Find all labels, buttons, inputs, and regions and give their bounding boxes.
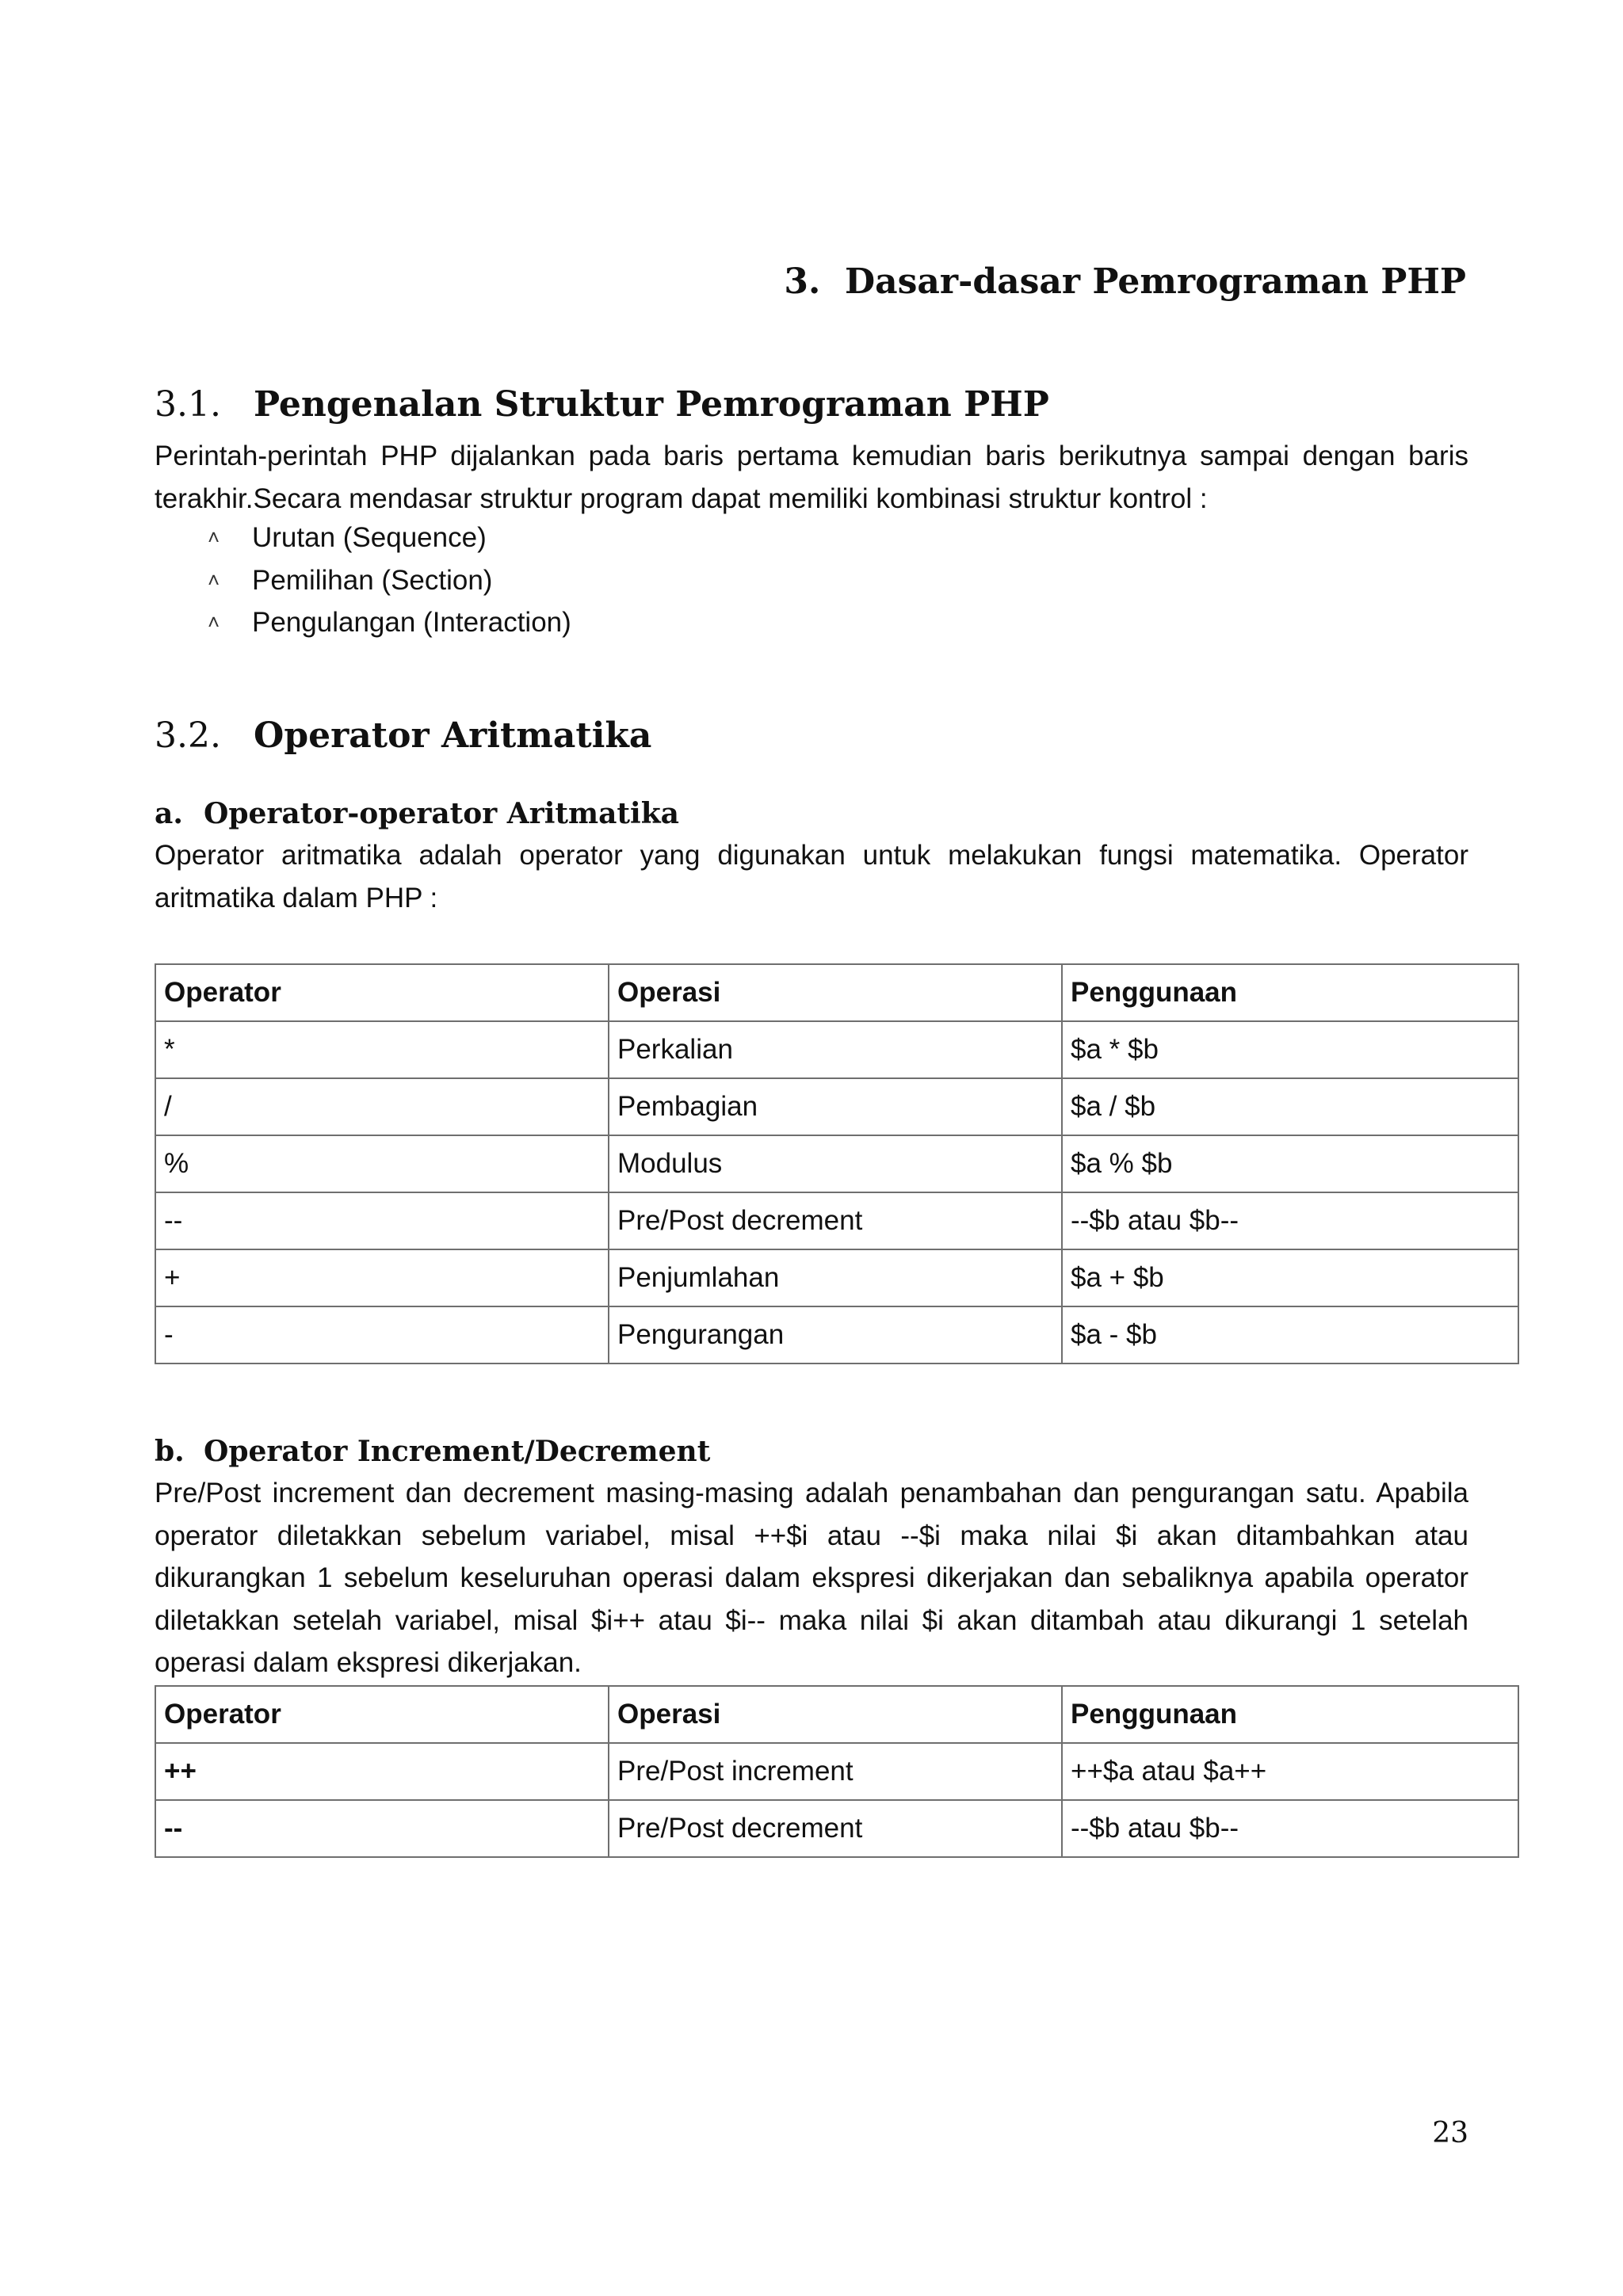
control-structure-list xyxy=(208,517,571,644)
table-row xyxy=(155,1249,1518,1306)
page-number: 23 xyxy=(1432,2117,1468,2149)
list-item xyxy=(208,601,571,644)
section-heading-3-1 xyxy=(155,384,1049,425)
arithmetic-paragraph: Operator aritmatika adalah operator yang digunakan untuk melakukan fungsi matematika. Operator aritmatika dalam PHP : xyxy=(155,840,1468,913)
operasi-cell: Perkalian xyxy=(609,1021,1062,1078)
chapter-title-text: Dasar-dasar Pemrograman PHP xyxy=(844,261,1466,302)
subsection-heading-b xyxy=(155,1435,710,1468)
increment-operator-table xyxy=(155,1685,1519,1858)
subsection-title: Operator Increment/Decrement xyxy=(204,1435,711,1468)
arrowhead-bullet-icon: ˄ xyxy=(208,525,220,549)
operator-cell: -- xyxy=(155,1192,609,1249)
operasi-cell: Pengurangan xyxy=(609,1306,1062,1363)
arrowhead-bullet-icon: ˄ xyxy=(208,610,220,634)
penggunaan-cell: --$b atau $b-- xyxy=(1062,1192,1518,1249)
table-row xyxy=(155,1306,1518,1363)
arithmetic-operator-table xyxy=(155,963,1519,1364)
header-operasi: Operasi xyxy=(609,1686,1062,1743)
subsection-label: b. xyxy=(155,1435,185,1468)
chapter-title xyxy=(784,261,1466,302)
table-header-row xyxy=(155,964,1518,1021)
header-operasi: Operasi xyxy=(609,964,1062,1021)
header-penggunaan: Penggunaan xyxy=(1062,964,1518,1021)
section-title: Pengenalan Struktur Pemrograman PHP xyxy=(254,384,1049,425)
section-title: Operator Aritmatika xyxy=(254,715,652,756)
list-item-label: Pengulangan (Interaction) xyxy=(252,607,571,638)
section-number: 3.1. xyxy=(155,384,221,425)
table-row xyxy=(155,1800,1518,1857)
operasi-cell: Penjumlahan xyxy=(609,1249,1062,1306)
table-row xyxy=(155,1743,1518,1800)
table-row xyxy=(155,1021,1518,1078)
operasi-cell: Pre/Post increment xyxy=(609,1743,1062,1800)
arrowhead-bullet-icon: ˄ xyxy=(208,567,220,592)
penggunaan-cell: ++$a atau $a++ xyxy=(1062,1743,1518,1800)
subsection-label: a. xyxy=(155,797,183,830)
list-item-label: Pemilihan (Section) xyxy=(252,564,493,596)
list-item-label: Urutan (Sequence) xyxy=(252,522,487,553)
operasi-cell: Pre/Post decrement xyxy=(609,1800,1062,1857)
subsection-heading-a xyxy=(155,797,679,830)
penggunaan-cell: --$b atau $b-- xyxy=(1062,1800,1518,1857)
chapter-number: 3. xyxy=(784,261,821,302)
penggunaan-cell: $a * $b xyxy=(1062,1021,1518,1078)
operator-cell: ++ xyxy=(155,1743,609,1800)
header-operator: Operator xyxy=(155,964,609,1021)
penggunaan-cell: $a + $b xyxy=(1062,1249,1518,1306)
operator-cell: % xyxy=(155,1135,609,1192)
section-number: 3.2. xyxy=(155,715,221,756)
table-row xyxy=(155,1135,1518,1192)
penggunaan-cell: $a - $b xyxy=(1062,1306,1518,1363)
penggunaan-cell: $a / $b xyxy=(1062,1078,1518,1135)
operator-cell: * xyxy=(155,1021,609,1078)
operator-cell: -- xyxy=(155,1800,609,1857)
header-operator: Operator xyxy=(155,1686,609,1743)
penggunaan-cell: $a % $b xyxy=(1062,1135,1518,1192)
section-heading-3-2 xyxy=(155,715,651,756)
increment-paragraph: Pre/Post increment dan decrement masing-masing adalah penambahan dan pengurangan satu. Apabila operator diletakkan sebelum variabel, misal ++$i atau --$i maka nilai $i akan ditambahkan atau dikurangkan 1 sebelum keseluruhan operasi dalam ekspresi dikerjakan dan sebaliknya apabila operator diletakkan setelah variabel, misal $i++ atau $i-- maka nilai $i akan ditambah atau dikurangi 1 setelah operasi dalam ekspresi dikerjakan. xyxy=(155,1478,1468,1678)
operator-cell: / xyxy=(155,1078,609,1135)
operasi-cell: Pembagian xyxy=(609,1078,1062,1135)
subsection-title: Operator-operator Aritmatika xyxy=(204,797,679,830)
operasi-cell: Modulus xyxy=(609,1135,1062,1192)
list-item xyxy=(208,517,571,559)
operator-cell: - xyxy=(155,1306,609,1363)
table-row xyxy=(155,1192,1518,1249)
operasi-cell: Pre/Post decrement xyxy=(609,1192,1062,1249)
table-header-row xyxy=(155,1686,1518,1743)
list-item xyxy=(208,559,571,602)
header-penggunaan: Penggunaan xyxy=(1062,1686,1518,1743)
table-row xyxy=(155,1078,1518,1135)
section-intro-paragraph: Perintah-perintah PHP dijalankan pada baris pertama kemudian baris berikutnya sampai dengan baris terakhir.Secara mendasar struktur program dapat memiliki kombinasi struktur kontrol : xyxy=(155,441,1468,514)
operator-cell: + xyxy=(155,1249,609,1306)
